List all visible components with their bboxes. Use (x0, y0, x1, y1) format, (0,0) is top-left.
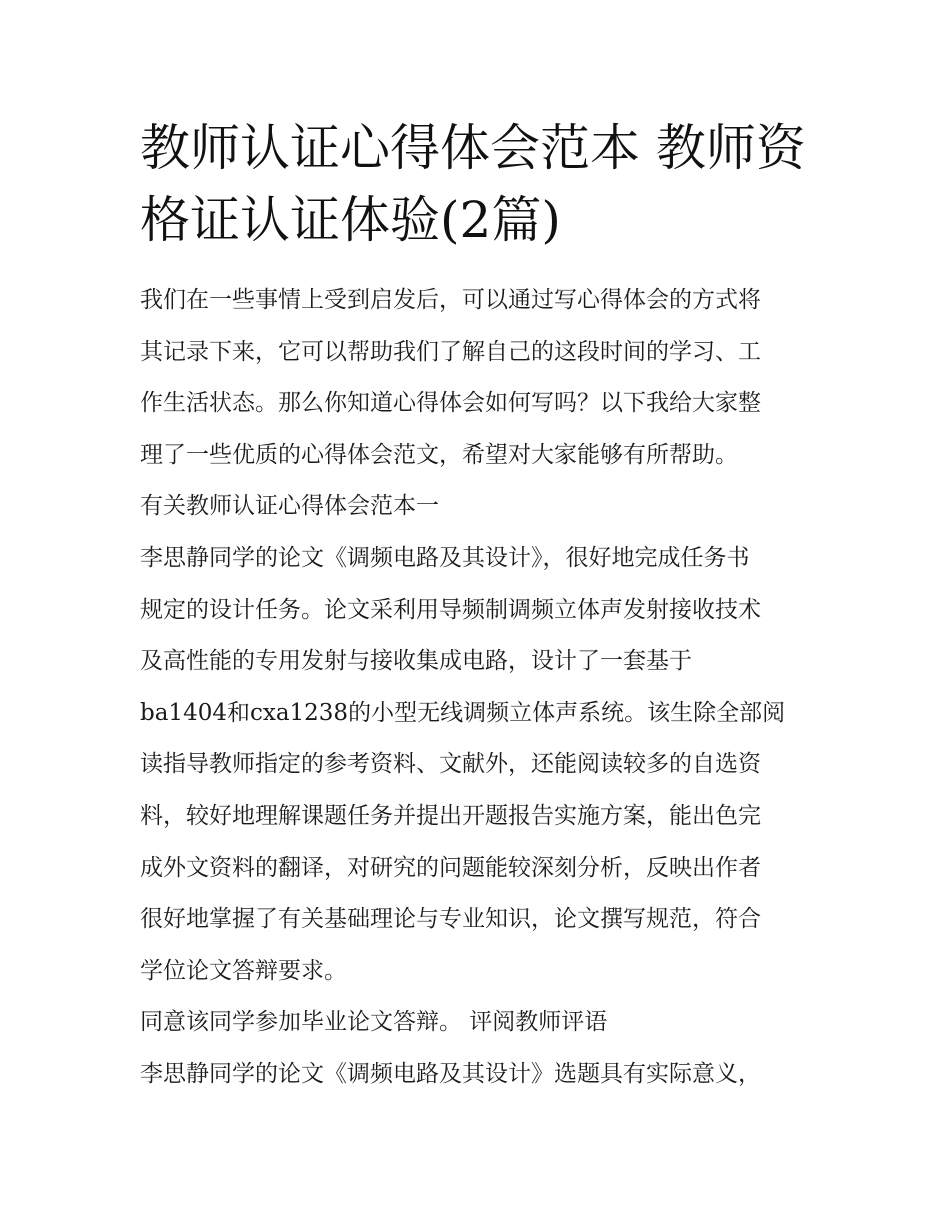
document-body (140, 275, 820, 1101)
body-line: 料，较好地理解课题任务并提出开题报告实施方案，能出色完 (140, 802, 761, 829)
body-line: 同意该同学参加毕业论文答辩。 评阅教师评语 (140, 1009, 608, 1036)
body-line: 成外文资料的翻译，对研究的问题能较深刻分析，反映出作者 (140, 854, 761, 881)
body-line: 理了一些优质的心得体会范文，希望对大家能够有所帮助。 (140, 441, 738, 468)
body-line: 李思静同学的论文《调频电路及其设计》选题具有实际意义， (140, 1060, 761, 1087)
body-line: 我们在一些事情上受到启发后，可以通过写心得体会的方式将 (140, 287, 761, 313)
body-line: 其记录下来，它可以帮助我们了解自己的这段时间的学习、工 (140, 338, 761, 365)
body-line: 规定的设计任务。论文采利用导频制调频立体声发射接收技术 (140, 596, 761, 623)
body-line: 作生活状态。那么你知道心得体会如何写吗？以下我给大家整 (140, 390, 761, 417)
section-heading: 有关教师认证心得体会范本一 (140, 493, 439, 520)
body-line: 及高性能的专用发射与接收集成电路，设计了一套基于 (140, 648, 692, 675)
body-line: 李思静同学的论文《调频电路及其设计》，很好地完成任务书 (140, 544, 750, 571)
document-title: 教师认证心得体会范本 教师资格证认证体验(2篇) (140, 119, 806, 249)
body-line: ba1404和cxa1238的小型无线调频立体声系统。该生除全部阅 (140, 699, 786, 726)
body-line: 很好地掌握了有关基础理论与专业知识，论文撰写规范，符合 (140, 906, 761, 933)
body-line: 学位论文答辩要求。 (140, 957, 347, 984)
body-line: 读指导教师指定的参考资料、文献外，还能阅读较多的自选资 (140, 751, 761, 778)
